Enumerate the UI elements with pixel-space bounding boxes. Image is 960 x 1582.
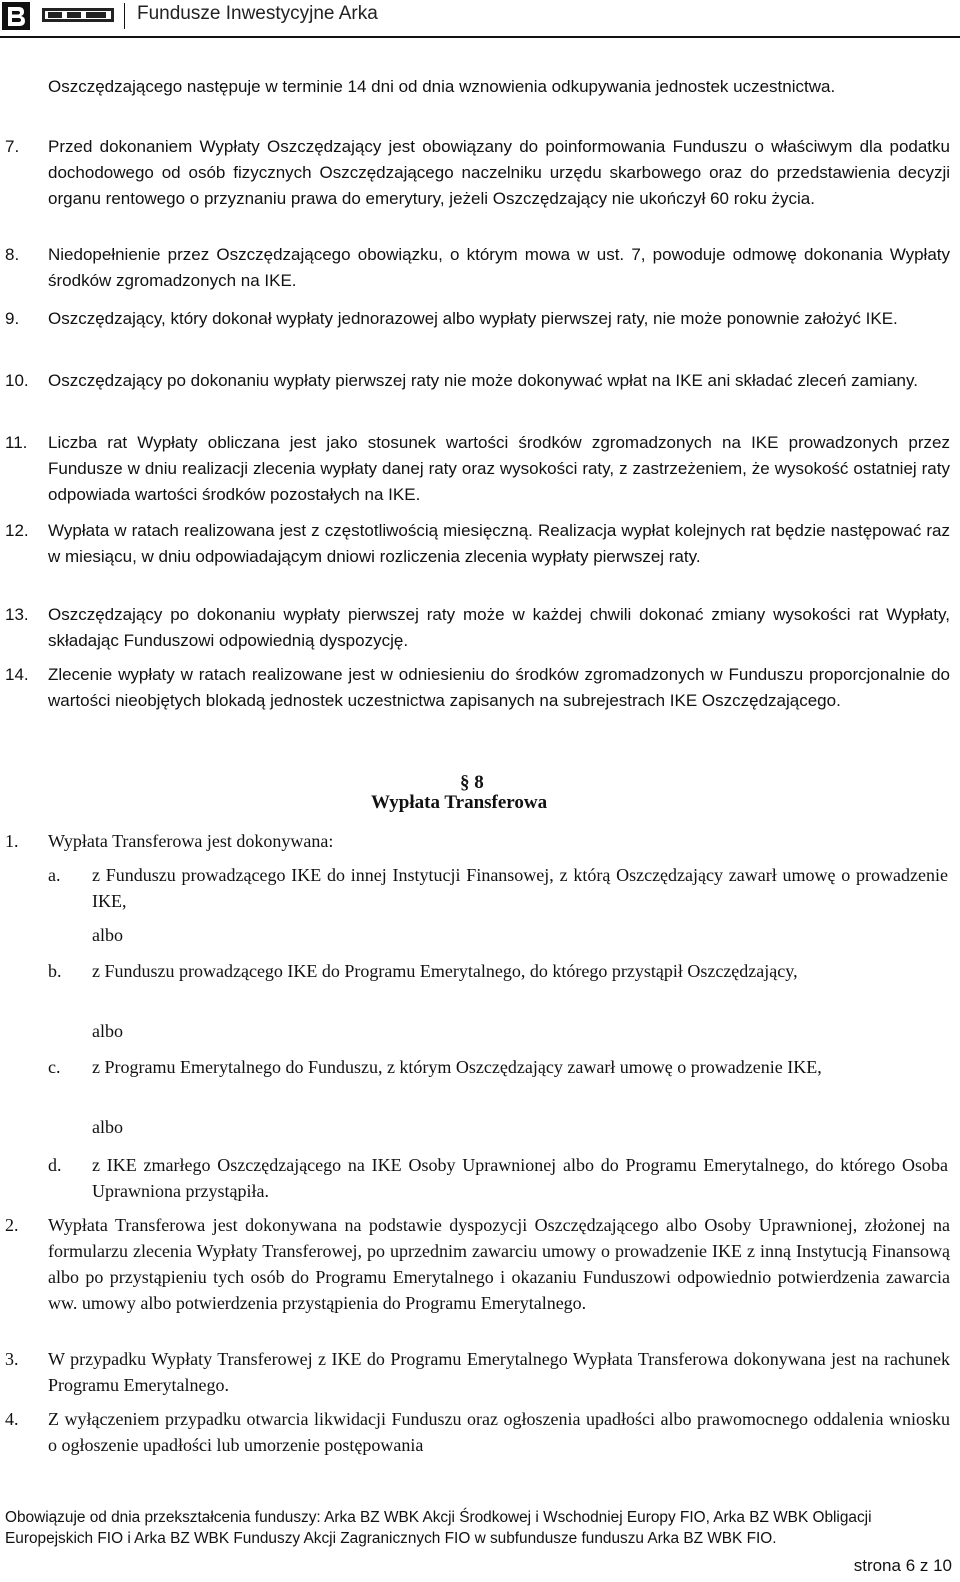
connector-text: albo — [92, 1117, 123, 1137]
header-separator — [124, 3, 125, 29]
connector-text: albo — [92, 1021, 123, 1041]
item-text: Oszczędzający po dokonaniu wypłaty pierwszej raty nie może dokonywać wpłat na IKE ani składać zleceń zamiany. — [48, 371, 918, 390]
item-text: Wypłata Transferowa jest dokonywana na podstawie dyspozycji Oszczędzającego albo Osoby Uprawnionej, złożonej na formularzu zlecenia Wypłaty Transferowej, po uprzednim zawarciu umowy o prowadzenie IKE z inną Instytucją Finansową albo po przystąpieniu tych osób do Programu Emerytalnego i okazaniu Funduszowi odpowiednio potwierdzenia zawarcia ww. umowy albo potwierdzenia przystąpienia do Programu Emerytalnego. — [48, 1215, 950, 1313]
sub-item-letter: d. — [48, 1155, 62, 1175]
item-text: Przed dokonaniem Wypłaty Oszczędzający jest obowiązany do poinformowania Funduszu o właściwym dla podatku dochodowego od osób fizycznych Oszczędzającego naczelniku urzędu skarbowego oraz do przedstawienia decyzji organu rentowego o przyznaniu prawa do emerytury, jeżeli Oszczędzający nie ukończył 60 roku życia. — [48, 137, 950, 208]
item-text: Oszczędzający, który dokonał wypłaty jednorazowej albo wypłaty pierwszej raty, nie może ponownie założyć IKE. — [48, 309, 898, 328]
item-number: 10. — [5, 371, 29, 390]
item-text: Wypłata Transferowa jest dokonywana: — [48, 831, 334, 851]
item-text: Liczba rat Wypłaty obliczana jest jako stosunek wartości środków zgromadzonych na IKE prowadzonych przez Fundusze w dniu realizacji zlecenia wypłaty danej raty oraz wysokości raty, z zastrzeżeniem, że wysokość ostatniej raty odpowiada wartości środków pozostałych na IKE. — [48, 433, 950, 504]
header-title: Fundusze Inwestycyjne Arka — [137, 3, 378, 24]
sub-item-letter: b. — [48, 961, 62, 981]
sub-item-letter: c. — [48, 1057, 61, 1077]
sub-item-text: z Funduszu prowadzącego IKE do innej Instytucji Finansowej, z którą Oszczędzający zawarł umowę o prowadzenie IKE, — [92, 865, 948, 911]
item-text: Z wyłączeniem przypadku otwarcia likwidacji Funduszu oraz ogłoszenia upadłości albo prawomocnego oddalenia wniosku o ogłoszenie upadłości lub umorzenie postępowania — [48, 1409, 950, 1455]
continuation-paragraph: Oszczędzającego następuje w terminie 14 dni od dnia wznowienia odkupywania jednostek uczestnictwa. — [48, 77, 836, 96]
wbk-logo-icon — [42, 6, 114, 24]
item-text: Zlecenie wypłaty w ratach realizowane jest w odniesieniu do środków zgromadzonych w Funduszu proporcjonalnie do wartości nieobjętych blokadą jednostek uczestnictwa zapisanych na subrejestrach IKE Oszczędzającego. — [48, 665, 950, 710]
item-number: 3. — [5, 1349, 19, 1369]
item-number: 4. — [5, 1409, 19, 1429]
sub-item-text: z IKE zmarłego Oszczędzającego na IKE Osoby Uprawnionej albo do Programu Emerytalnego, do którego Osoba Uprawniona przystąpiła. — [92, 1155, 948, 1201]
header-rule — [0, 36, 960, 38]
item-number: 1. — [5, 831, 19, 851]
sub-item-text: z Programu Emerytalnego do Funduszu, z którym Oszczędzający zawarł umowę o prowadzenie IKE, — [92, 1057, 822, 1077]
section-number: § 8 — [460, 772, 484, 793]
bank-logo-icon — [2, 2, 30, 30]
page-header — [0, 0, 960, 34]
item-text: Wypłata w ratach realizowana jest z częstotliwością miesięczną. Realizacja wypłat kolejnych rat będzie następować raz w miesiącu, w dniu odpowiadającym dniowi rozliczenia zlecenia wypłaty pierwszej raty. — [48, 521, 950, 566]
item-number: 13. — [5, 605, 29, 624]
item-number: 14. — [5, 665, 29, 684]
connector-text: albo — [92, 925, 123, 945]
item-number: 2. — [5, 1215, 19, 1235]
sub-item-letter: a. — [48, 865, 61, 885]
item-number: 8. — [5, 245, 20, 264]
item-number: 7. — [5, 137, 20, 156]
item-number: 9. — [5, 309, 20, 328]
sub-item-text: z Funduszu prowadzącego IKE do Programu Emerytalnego, do którego przystąpił Oszczędzający, — [92, 961, 798, 981]
item-number: 12. — [5, 521, 29, 540]
item-text: W przypadku Wypłaty Transferowej z IKE do Programu Emerytalnego Wypłata Transferowa dokonywana jest na rachunek Programu Emerytalnego. — [48, 1349, 950, 1395]
page-number: strona 6 z 10 — [853, 1556, 952, 1575]
section-title: Wypłata Transferowa — [371, 792, 548, 813]
footer-note: Obowiązuje od dnia przekształcenia funduszy: Arka BZ WBK Akcji Środkowej i Wschodniej Europy FIO, Arka BZ WBK Obligacji Europejskich FIO i Arka BZ WBK Funduszy Akcji Zagranicznych FIO w subfundusze funduszu Arka BZ WBK FIO. — [5, 1509, 872, 1547]
item-text: Oszczędzający po dokonaniu wypłaty pierwszej raty może w każdej chwili dokonać zmiany wysokości rat Wypłaty, składając Funduszowi odpowiednią dyspozycję. — [48, 605, 950, 650]
item-text: Niedopełnienie przez Oszczędzającego obowiązku, o którym mowa w ust. 7, powoduje odmowę dokonania Wypłaty środków zgromadzonych na IKE. — [48, 245, 950, 290]
item-number: 11. — [5, 433, 28, 452]
